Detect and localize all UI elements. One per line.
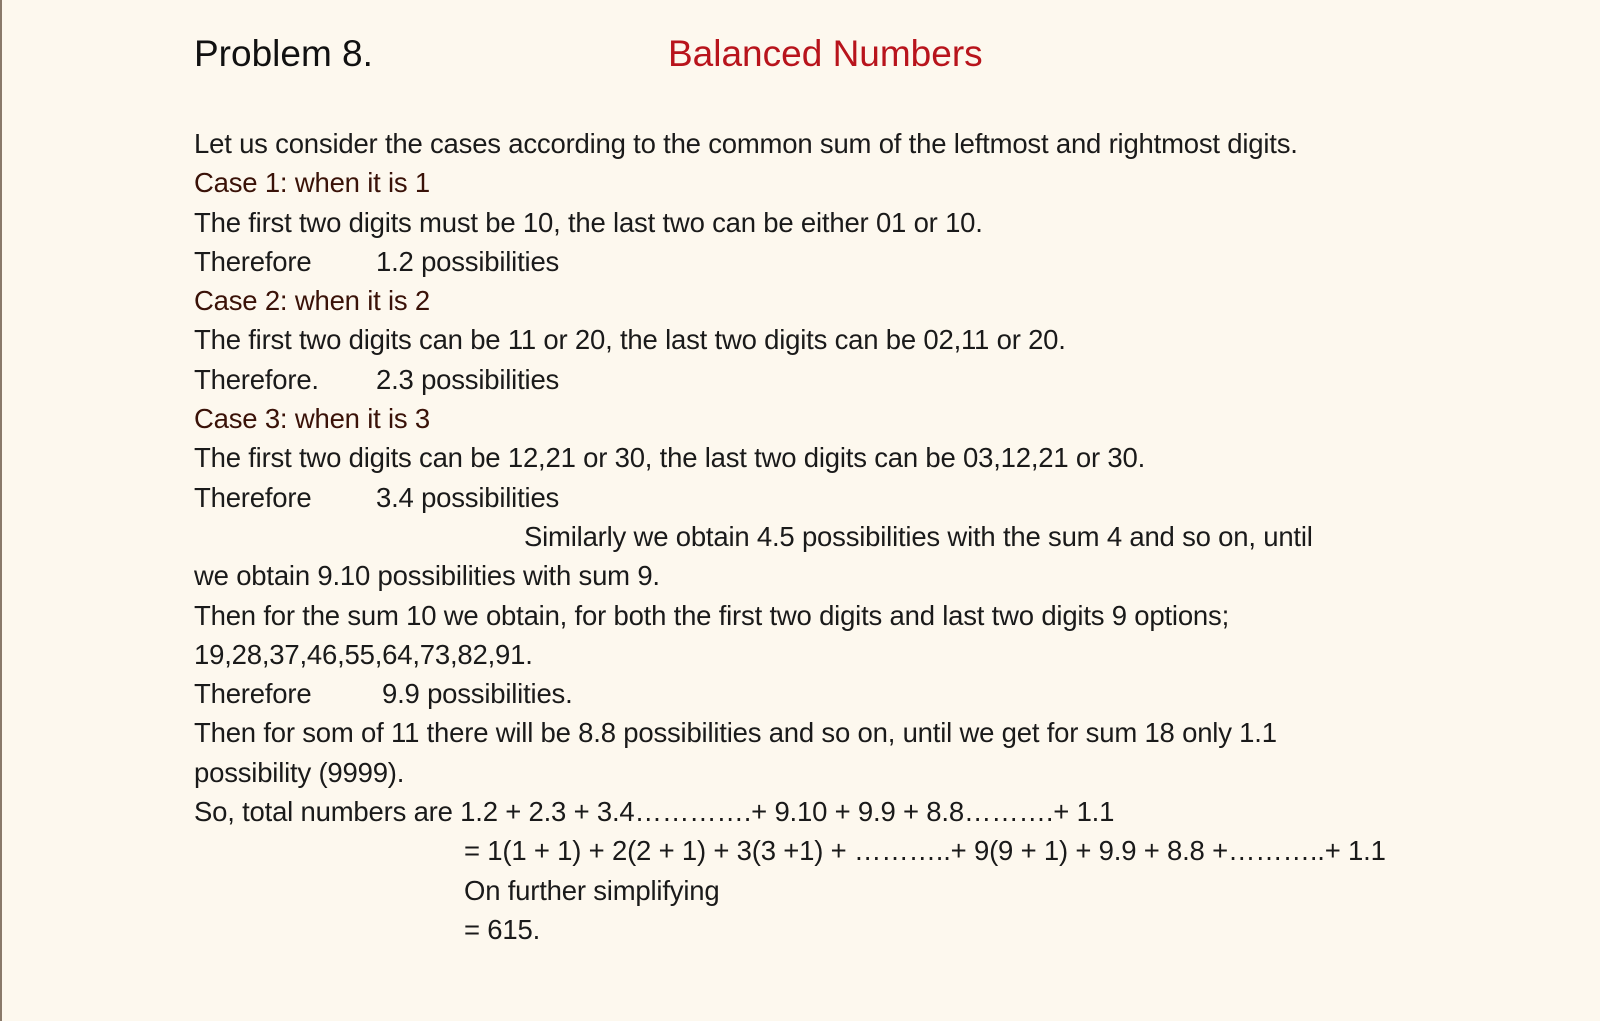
case-2-heading: Case 2: when it is 2 (194, 285, 430, 317)
solution-body (194, 124, 1584, 949)
case-2-result: 2.3 possibilities (376, 363, 560, 395)
therefore-label: Therefore. (194, 363, 319, 395)
final-answer: = 615. (464, 913, 541, 945)
total-line-1: So, total numbers are 1.2 + 2.3 + 3.4………….+ 9.10 + 9.9 + 8.8……….+ 1.1 (194, 796, 1115, 828)
case-3-result: 3.4 possibilities (376, 481, 560, 513)
case-2-result-line (194, 360, 1584, 399)
case-2-text: The first two digits can be 11 or 20, the last two digits can be 02,11 or 20. (194, 324, 1066, 356)
problem-title: Balanced Numbers (668, 33, 983, 74)
similarly-line-1: Similarly we obtain 4.5 possibilities with the sum 4 and so on, until (524, 520, 1313, 552)
case-1-text: The first two digits must be 10, the last two can be either 01 or 10. (194, 206, 983, 238)
document-page (194, 0, 1584, 1021)
sum-10-line-2: 19,28,37,46,55,64,73,82,91. (194, 638, 533, 670)
intro-line: Let us consider the cases according to the common sum of the leftmost and rightmost digits. (194, 128, 1298, 159)
similarly-line-2: we obtain 9.10 possibilities with sum 9. (194, 560, 660, 592)
case-3-result-line (194, 478, 1584, 517)
sum-10-result-line (194, 674, 1584, 713)
problem-number: Problem 8. (194, 33, 373, 74)
total-line-2: = 1(1 + 1) + 2(2 + 1) + 3(3 +1) + ………..+ 9(9 + 1) + 9.9 + 8.8 +………..+ 1.1 (464, 835, 1386, 867)
therefore-label: Therefore (194, 481, 312, 513)
sum-10-line-1: Then for the sum 10 we obtain, for both the first two digits and last two digits 9 options; (194, 599, 1230, 631)
left-border (0, 0, 2, 1021)
sum-10-result: 9.9 possibilities. (382, 678, 573, 710)
sum-11-line-2: possibility (9999). (194, 756, 405, 788)
sum-11-line-1: Then for som of 11 there will be 8.8 possibilities and so on, until we get for sum 18 only 1.1 (194, 717, 1277, 749)
therefore-label: Therefore (194, 678, 312, 710)
case-3-heading: Case 3: when it is 3 (194, 403, 430, 435)
total-line-3: On further simplifying (464, 874, 720, 906)
therefore-label: Therefore (194, 245, 312, 277)
case-3-text: The first two digits can be 12,21 or 30, the last two digits can be 03,12,21 or 30. (194, 442, 1146, 474)
case-1-result-line (194, 242, 1584, 281)
case-1-result: 1.2 possibilities (376, 245, 560, 277)
case-1-heading: Case 1: when it is 1 (194, 167, 430, 199)
